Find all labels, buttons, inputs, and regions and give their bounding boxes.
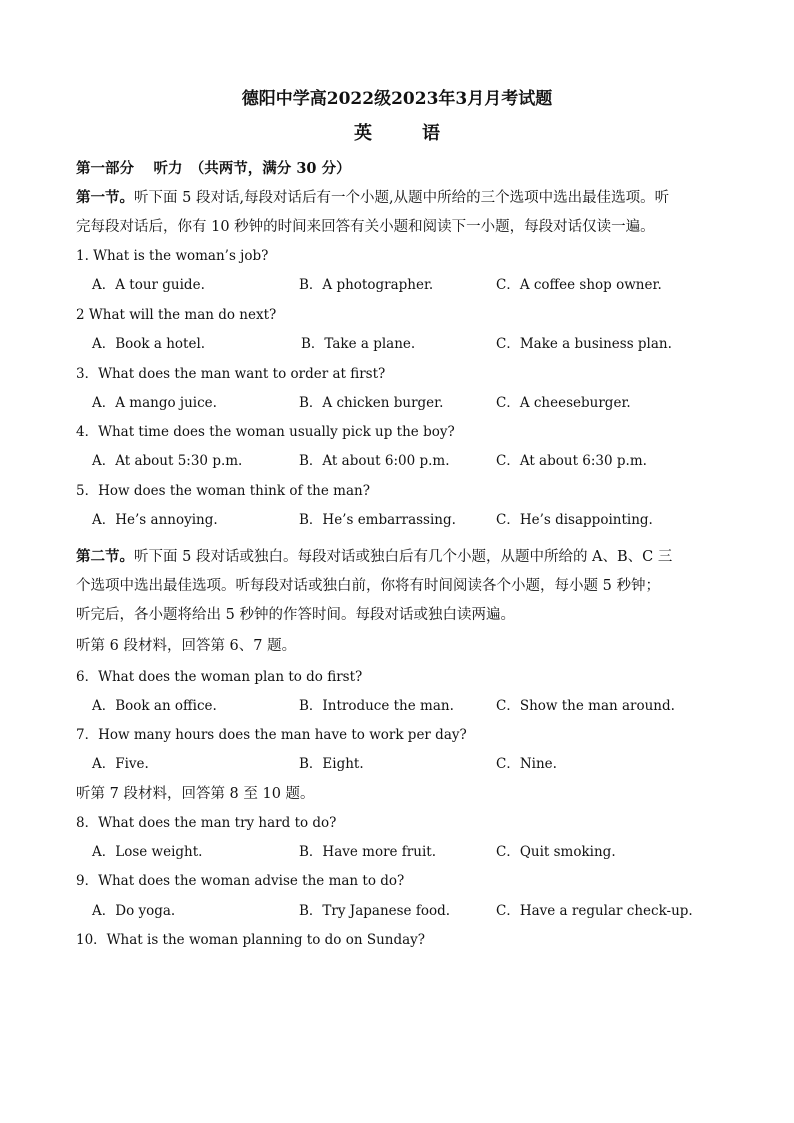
q9-option-a: A．Do yoga.	[92, 903, 176, 919]
question-6: 6．What does the woman plan to do first?	[76, 669, 363, 685]
question-4: 4．What time does the woman usually pick up the boy?	[76, 424, 455, 440]
q1-option-c: C．A coffee shop owner.	[496, 277, 662, 293]
section2-instructions-line2: 个选项中选出最佳选项。听每段对话或独白前，你将有时间阅读各个小题，每小题 5 秒钟；	[76, 578, 660, 594]
q9-option-b: B．Try Japanese food.	[299, 903, 451, 919]
q2-option-c: C．Make a business plan.	[496, 336, 672, 352]
q3-option-b: B．A chicken burger.	[299, 395, 444, 411]
question-1: 1. What is the woman’s job?	[76, 248, 269, 264]
question-8: 8．What does the man try hard to do?	[76, 815, 337, 831]
q7-option-a: A．Five.	[92, 756, 149, 772]
question-7: 7．How many hours does the man have to work per day?	[76, 727, 467, 743]
material-7-instruction: 听第 7 段材料，回答第 8 至 10 题。	[76, 786, 315, 802]
exam-title: 德阳中学高2022级2023年3月月考试题	[241, 89, 553, 109]
q7-option-b: B．Eight.	[299, 756, 364, 772]
question-2: 2 What will the man do next?	[76, 307, 277, 323]
question-3: 3．What does the man want to order at first?	[76, 366, 386, 382]
q4-option-b: B．At about 6:00 p.m.	[299, 453, 450, 469]
q6-option-c: C．Show the man around.	[496, 698, 675, 714]
section2-instructions-line1: 第二节。听下面 5 段对话或独白。每段对话或独白后有几个小题，从题中所给的 A、B、C 三	[76, 548, 673, 565]
material-6-instruction: 听第 6 段材料，回答第 6、7 题。	[76, 638, 297, 654]
section2-instructions-line3: 听完后，各小题将给出 5 秒钟的作答时间。每段对话或独白读两遍。	[76, 607, 515, 623]
q3-option-c: C．A cheeseburger.	[496, 395, 631, 411]
q9-option-c: C．Have a regular check-up.	[496, 903, 693, 919]
question-5: 5．How does the woman think of the man?	[76, 483, 370, 499]
section2-label: 第二节。	[76, 548, 134, 565]
q6-option-b: B．Introduce the man.	[299, 698, 454, 714]
subject-title: 英 语	[354, 123, 456, 144]
q4-option-c: C．At about 6:30 p.m.	[496, 453, 647, 469]
section1-instructions-line2: 完每段对话后，你有 10 秒钟的时间来回答有关小题和阅读下一小题，每段对话仅读一遍。	[76, 219, 655, 235]
section1-instructions-line1: 第一节。听下面 5 段对话,每段对话后有一个小题,从题中所给的三个选项中选出最佳选项。听	[76, 189, 670, 206]
q2-option-b: B．Take a plane.	[301, 336, 416, 352]
q6-option-a: A．Book an office.	[92, 698, 217, 714]
q8-option-a: A．Lose weight.	[92, 844, 203, 860]
part1-heading: 第一部分 听力 （共两节，满分 30 分）	[76, 160, 351, 177]
q7-option-c: C．Nine.	[496, 756, 557, 772]
q8-option-c: C．Quit smoking.	[496, 844, 616, 860]
q8-option-b: B．Have more fruit.	[299, 844, 436, 860]
q5-option-c: C．He’s disappointing.	[496, 512, 653, 528]
section1-label: 第一节。	[76, 189, 134, 206]
q1-option-b: B．A photographer.	[299, 277, 434, 293]
q2-option-a: A．Book a hotel.	[92, 336, 206, 352]
q3-option-a: A．A mango juice.	[92, 395, 217, 411]
question-10: 10．What is the woman planning to do on Sunday?	[76, 932, 426, 948]
q5-option-a: A．He’s annoying.	[92, 512, 218, 528]
q4-option-a: A．At about 5:30 p.m.	[92, 453, 243, 469]
q5-option-b: B．He’s embarrassing.	[299, 512, 456, 528]
q1-option-a: A．A tour guide.	[92, 277, 205, 293]
question-9: 9．What does the woman advise the man to do?	[76, 873, 405, 889]
